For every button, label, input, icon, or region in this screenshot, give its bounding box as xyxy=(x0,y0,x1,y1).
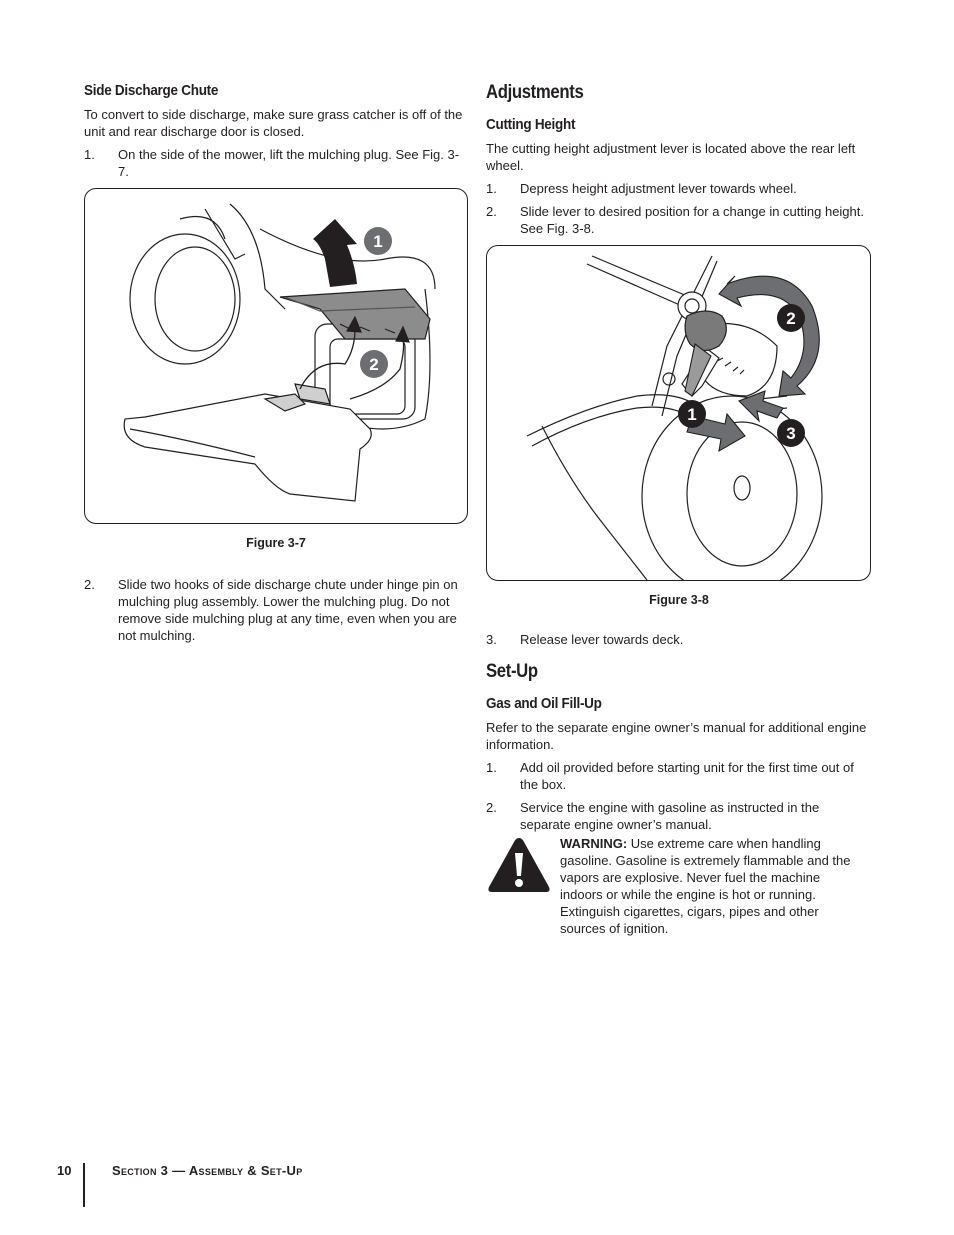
gas-oil-step-2 xyxy=(486,799,872,833)
cutting-height-step-3 xyxy=(486,631,872,648)
setup-heading: Set-Up xyxy=(486,661,538,682)
step-text: On the side of the mower, lift the mulching plug. See Fig. 3-7. xyxy=(118,147,460,179)
gas-oil-intro: Refer to the separate engine owner’s manual for additional engine information. xyxy=(486,720,867,752)
step-text: Slide two hooks of side discharge chute under hinge pin on mulching plug assembly. Lower the mulching plug. Do not remove side mulching plug at any time, even when you are not mulching. xyxy=(118,577,458,643)
side-discharge-intro: To convert to side discharge, make sure grass catcher is off of the unit and rear discharge door is closed. xyxy=(84,107,463,139)
gas-oil-step-1 xyxy=(486,759,872,793)
figure-3-8 xyxy=(486,245,871,581)
figure-3-7 xyxy=(84,188,468,524)
warning-text xyxy=(560,835,866,937)
figure-3-8-caption: Figure 3-8 xyxy=(649,593,709,607)
step-text: Release lever towards deck. xyxy=(520,632,684,647)
step-number: 1. xyxy=(84,147,95,162)
gas-oil-heading: Gas and Oil Fill-Up xyxy=(486,695,602,712)
side-discharge-heading: Side Discharge Chute xyxy=(84,82,219,99)
cutting-height-step-1 xyxy=(486,180,872,197)
left-column xyxy=(84,82,468,644)
cutting-height-heading: Cutting Height xyxy=(486,116,576,133)
right-column xyxy=(486,82,872,937)
step-number: 2. xyxy=(84,577,95,592)
step-number: 1. xyxy=(486,760,497,775)
adjustments-heading: Adjustments xyxy=(486,82,584,103)
callout-1: 1 xyxy=(687,405,697,424)
step-text: Service the engine with gasoline as instructed in the separate engine owner’s manual. xyxy=(520,800,820,832)
warning-triangle-icon xyxy=(486,835,552,895)
step-number: 2. xyxy=(486,800,497,815)
step-number: 1. xyxy=(486,181,497,196)
step-text: Depress height adjustment lever towards wheel. xyxy=(520,181,797,196)
callout-2: 2 xyxy=(369,355,379,374)
step-text: Slide lever to desired position for a change in cutting height. See Fig. 3-8. xyxy=(520,204,864,236)
cutting-height-intro: The cutting height adjustment lever is located above the rear left wheel. xyxy=(486,141,856,173)
section-title: Section 3 — Assembly & Set-Up xyxy=(112,1163,303,1178)
figure-3-7-caption: Figure 3-7 xyxy=(246,536,306,550)
step-number: 3. xyxy=(486,632,497,647)
callout-1: 1 xyxy=(373,232,383,251)
page-number: 10 xyxy=(57,1163,72,1178)
side-discharge-step-1 xyxy=(84,146,468,180)
height-lever-illustration xyxy=(487,246,870,580)
warning-label: WARNING: xyxy=(560,836,628,851)
side-discharge-step-2 xyxy=(84,576,468,644)
cutting-height-step-2 xyxy=(486,203,872,237)
footer-divider xyxy=(83,1163,85,1207)
warning-block xyxy=(486,835,872,937)
step-number: 2. xyxy=(486,204,497,219)
callout-3: 3 xyxy=(786,424,796,443)
step-text: Add oil provided before starting unit for the first time out of the box. xyxy=(520,760,854,792)
mulching-plug-illustration xyxy=(85,189,467,523)
warning-body: Use extreme care when handling gasoline. Gasoline is extremely flammable and the vapors are explosive. Never fuel the machine indoors or while the engine is hot or running. Extinguish cigarettes, cigars, pipes and other sources of ignition. xyxy=(560,836,851,936)
callout-2: 2 xyxy=(786,309,796,328)
